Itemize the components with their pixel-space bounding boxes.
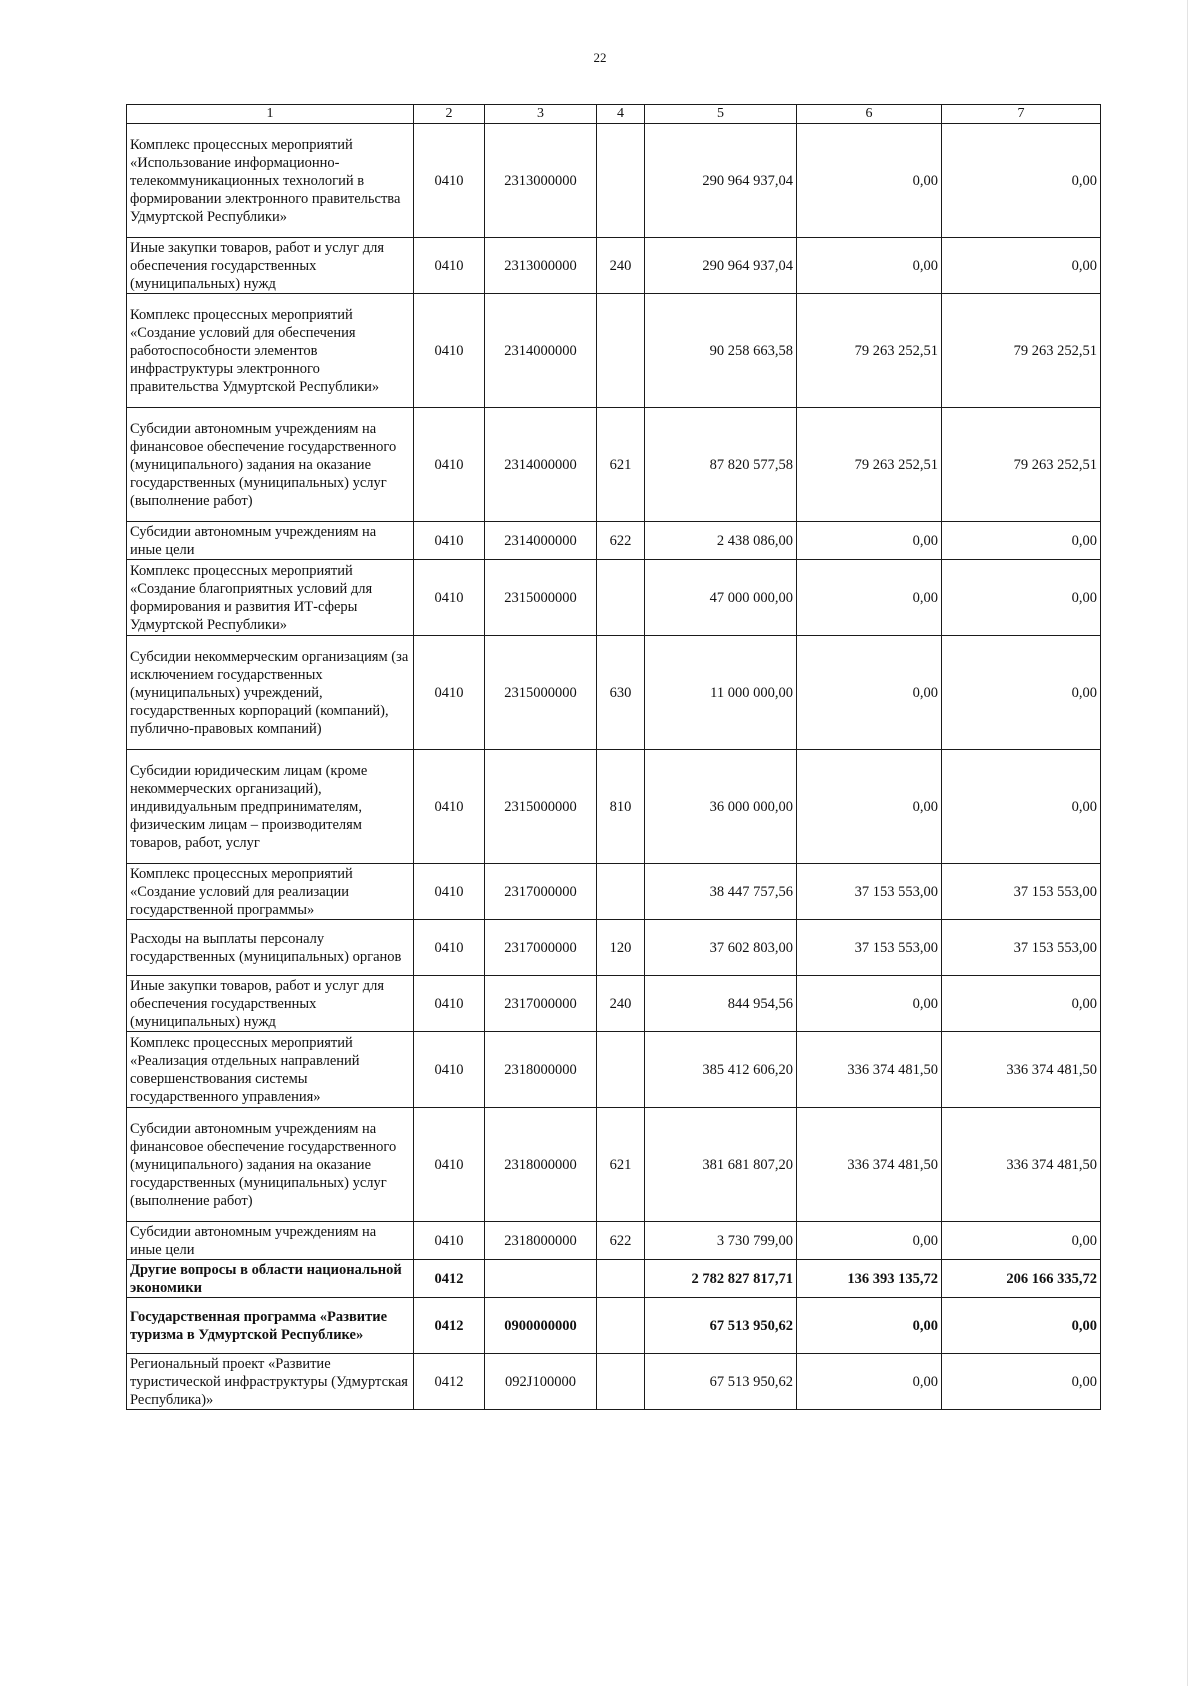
table-row	[127, 864, 1101, 920]
row-name-cell: Комплекс процессных мероприятий «Создание условий для реализации государственной программы»	[127, 864, 414, 920]
amount-col7-cell: 37 153 553,00	[942, 864, 1101, 920]
amount-col5-cell: 38 447 757,56	[645, 864, 797, 920]
table-row	[127, 408, 1101, 522]
target-article-cell: 2313000000	[485, 124, 597, 238]
table-row	[127, 976, 1101, 1032]
column-header-3: 3	[485, 105, 597, 124]
target-article-cell: 2318000000	[485, 1222, 597, 1260]
expense-type-cell: 630	[597, 636, 645, 750]
target-article-cell: 2314000000	[485, 408, 597, 522]
amount-col5-cell: 2 782 827 817,71	[645, 1260, 797, 1298]
section-code-cell: 0412	[414, 1260, 485, 1298]
amount-col7-cell: 0,00	[942, 124, 1101, 238]
amount-col6-cell: 0,00	[797, 124, 942, 238]
amount-col5-cell: 844 954,56	[645, 976, 797, 1032]
amount-col7-cell: 0,00	[942, 522, 1101, 560]
amount-col5-cell: 290 964 937,04	[645, 124, 797, 238]
expense-type-cell: 120	[597, 920, 645, 976]
amount-col7-cell: 0,00	[942, 238, 1101, 294]
target-article-cell: 0900000000	[485, 1298, 597, 1354]
row-name-cell: Субсидии автономным учреждениям на иные цели	[127, 522, 414, 560]
amount-col7-cell: 206 166 335,72	[942, 1260, 1101, 1298]
amount-col5-cell: 2 438 086,00	[645, 522, 797, 560]
section-code-cell: 0410	[414, 864, 485, 920]
row-name-cell: Субсидии автономным учреждениям на финансовое обеспечение государственного (муниципального) задания на оказание государственных (муниципальных) услуг (выполнение работ)	[127, 408, 414, 522]
amount-col7-cell: 79 263 252,51	[942, 294, 1101, 408]
table-row	[127, 636, 1101, 750]
table-row	[127, 238, 1101, 294]
expense-type-cell	[597, 1298, 645, 1354]
section-code-cell: 0412	[414, 1354, 485, 1410]
target-article-cell: 2314000000	[485, 294, 597, 408]
table-row	[127, 1260, 1101, 1298]
target-article-cell: 092J100000	[485, 1354, 597, 1410]
target-article-cell: 2315000000	[485, 560, 597, 636]
section-code-cell: 0410	[414, 1032, 485, 1108]
budget-table	[126, 104, 1101, 1410]
expense-type-cell: 621	[597, 408, 645, 522]
row-name-cell: Комплекс процессных мероприятий «Реализация отдельных направлений совершенствования системы государственного управления»	[127, 1032, 414, 1108]
column-header-7: 7	[942, 105, 1101, 124]
amount-col6-cell: 37 153 553,00	[797, 864, 942, 920]
table-row	[127, 560, 1101, 636]
amount-col6-cell: 37 153 553,00	[797, 920, 942, 976]
table-row	[127, 920, 1101, 976]
amount-col7-cell: 0,00	[942, 750, 1101, 864]
section-code-cell: 0410	[414, 976, 485, 1032]
section-code-cell: 0410	[414, 124, 485, 238]
expense-type-cell: 621	[597, 1108, 645, 1222]
amount-col5-cell: 47 000 000,00	[645, 560, 797, 636]
table-row	[127, 294, 1101, 408]
expense-type-cell	[597, 294, 645, 408]
section-code-cell: 0410	[414, 750, 485, 864]
amount-col7-cell: 0,00	[942, 1298, 1101, 1354]
table-row	[127, 522, 1101, 560]
section-code-cell: 0410	[414, 920, 485, 976]
row-name-cell: Другие вопросы в области национальной экономики	[127, 1260, 414, 1298]
section-code-cell: 0410	[414, 1108, 485, 1222]
expense-type-cell	[597, 864, 645, 920]
row-name-cell: Иные закупки товаров, работ и услуг для обеспечения государственных (муниципальных) нужд	[127, 976, 414, 1032]
table-body	[127, 124, 1101, 1410]
table-row	[127, 1222, 1101, 1260]
section-code-cell: 0410	[414, 408, 485, 522]
column-header-4: 4	[597, 105, 645, 124]
column-header-5: 5	[645, 105, 797, 124]
row-name-cell: Комплекс процессных мероприятий «Использование информационно-телекоммуникационных технологий в формировании электронного правительства Удмуртской Республики»	[127, 124, 414, 238]
target-article-cell	[485, 1260, 597, 1298]
amount-col6-cell: 136 393 135,72	[797, 1260, 942, 1298]
row-name-cell: Субсидии автономным учреждениям на иные цели	[127, 1222, 414, 1260]
amount-col6-cell: 0,00	[797, 1354, 942, 1410]
row-name-cell: Расходы на выплаты персоналу государственных (муниципальных) органов	[127, 920, 414, 976]
section-code-cell: 0410	[414, 560, 485, 636]
row-name-cell: Субсидии автономным учреждениям на финансовое обеспечение государственного (муниципального) задания на оказание государственных (муниципальных) услуг (выполнение работ)	[127, 1108, 414, 1222]
column-header-2: 2	[414, 105, 485, 124]
amount-col7-cell: 79 263 252,51	[942, 408, 1101, 522]
amount-col7-cell: 336 374 481,50	[942, 1108, 1101, 1222]
table-row	[127, 1298, 1101, 1354]
section-code-cell: 0412	[414, 1298, 485, 1354]
table-row	[127, 750, 1101, 864]
section-code-cell: 0410	[414, 636, 485, 750]
row-name-cell: Комплекс процессных мероприятий «Создание условий для обеспечения работоспособности элементов инфраструктуры электронного правительства Удмуртской Республики»	[127, 294, 414, 408]
table-row	[127, 124, 1101, 238]
scan-edge-line	[1187, 0, 1188, 1686]
table-row	[127, 1108, 1101, 1222]
amount-col7-cell: 0,00	[942, 560, 1101, 636]
amount-col6-cell: 79 263 252,51	[797, 408, 942, 522]
section-code-cell: 0410	[414, 294, 485, 408]
expense-type-cell: 240	[597, 238, 645, 294]
amount-col5-cell: 67 513 950,62	[645, 1354, 797, 1410]
amount-col6-cell: 0,00	[797, 976, 942, 1032]
amount-col7-cell: 0,00	[942, 1354, 1101, 1410]
target-article-cell: 2317000000	[485, 976, 597, 1032]
row-name-cell: Государственная программа «Развитие туризма в Удмуртской Республике»	[127, 1298, 414, 1354]
row-name-cell: Субсидии юридическим лицам (кроме некоммерческих организаций), индивидуальным предпринимателям, физическим лицам – производителям товаров, работ, услуг	[127, 750, 414, 864]
target-article-cell: 2318000000	[485, 1108, 597, 1222]
section-code-cell: 0410	[414, 1222, 485, 1260]
amount-col6-cell: 0,00	[797, 522, 942, 560]
amount-col6-cell: 0,00	[797, 1222, 942, 1260]
expense-type-cell: 240	[597, 976, 645, 1032]
amount-col5-cell: 290 964 937,04	[645, 238, 797, 294]
amount-col6-cell: 0,00	[797, 750, 942, 864]
amount-col5-cell: 385 412 606,20	[645, 1032, 797, 1108]
expense-type-cell	[597, 124, 645, 238]
amount-col7-cell: 0,00	[942, 976, 1101, 1032]
table-row	[127, 1354, 1101, 1410]
expense-type-cell: 622	[597, 522, 645, 560]
amount-col5-cell: 37 602 803,00	[645, 920, 797, 976]
column-header-6: 6	[797, 105, 942, 124]
amount-col5-cell: 36 000 000,00	[645, 750, 797, 864]
target-article-cell: 2317000000	[485, 864, 597, 920]
amount-col6-cell: 0,00	[797, 560, 942, 636]
amount-col5-cell: 87 820 577,58	[645, 408, 797, 522]
target-article-cell: 2315000000	[485, 636, 597, 750]
row-name-cell: Комплекс процессных мероприятий «Создание благоприятных условий для формирования и развития ИТ-сферы Удмуртской Республики»	[127, 560, 414, 636]
amount-col6-cell: 336 374 481,50	[797, 1032, 942, 1108]
target-article-cell: 2317000000	[485, 920, 597, 976]
column-number-row	[127, 105, 1101, 124]
amount-col7-cell: 37 153 553,00	[942, 920, 1101, 976]
expense-type-cell: 810	[597, 750, 645, 864]
amount-col7-cell: 336 374 481,50	[942, 1032, 1101, 1108]
expense-type-cell	[597, 1032, 645, 1108]
amount-col6-cell: 0,00	[797, 238, 942, 294]
table-row	[127, 1032, 1101, 1108]
amount-col5-cell: 381 681 807,20	[645, 1108, 797, 1222]
row-name-cell: Региональный проект «Развитие туристической инфраструктуры (Удмуртская Республика)»	[127, 1354, 414, 1410]
section-code-cell: 0410	[414, 522, 485, 560]
amount-col5-cell: 67 513 950,62	[645, 1298, 797, 1354]
amount-col6-cell: 0,00	[797, 636, 942, 750]
target-article-cell: 2313000000	[485, 238, 597, 294]
expense-type-cell: 622	[597, 1222, 645, 1260]
amount-col6-cell: 336 374 481,50	[797, 1108, 942, 1222]
amount-col5-cell: 11 000 000,00	[645, 636, 797, 750]
row-name-cell: Иные закупки товаров, работ и услуг для обеспечения государственных (муниципальных) нужд	[127, 238, 414, 294]
section-code-cell: 0410	[414, 238, 485, 294]
column-header-1: 1	[127, 105, 414, 124]
amount-col5-cell: 3 730 799,00	[645, 1222, 797, 1260]
amount-col5-cell: 90 258 663,58	[645, 294, 797, 408]
amount-col7-cell: 0,00	[942, 1222, 1101, 1260]
amount-col6-cell: 0,00	[797, 1298, 942, 1354]
expense-type-cell	[597, 1260, 645, 1298]
target-article-cell: 2315000000	[485, 750, 597, 864]
target-article-cell: 2318000000	[485, 1032, 597, 1108]
page-number: 22	[593, 50, 607, 65]
expense-type-cell	[597, 1354, 645, 1410]
expense-type-cell	[597, 560, 645, 636]
amount-col6-cell: 79 263 252,51	[797, 294, 942, 408]
amount-col7-cell: 0,00	[942, 636, 1101, 750]
row-name-cell: Субсидии некоммерческим организациям (за исключением государственных (муниципальных) учреждений, государственных корпораций (компаний), публично-правовых компаний)	[127, 636, 414, 750]
target-article-cell: 2314000000	[485, 522, 597, 560]
